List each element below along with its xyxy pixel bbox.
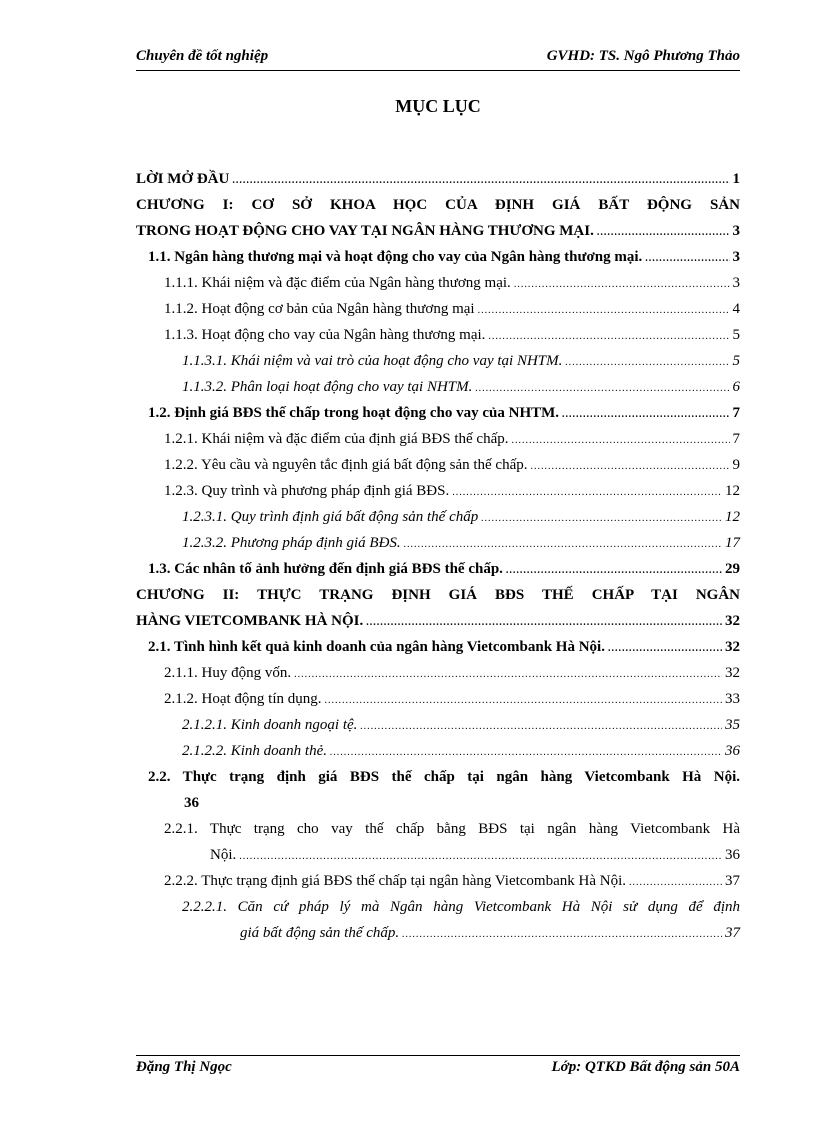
toc-entry[interactable]: CHƯƠNG II: THỰC TRẠNG ĐỊNH GIÁ BĐS THẾ CHẤP TẠI NGÂN HÀNG VIETCOMBANK HÀ NỘI. ..... 32 [136,582,740,634]
toc-entry[interactable]: 2.1. Tình hình kết quả kinh doanh của ngân hàng Vietcombank Hà Nội. ..... 32 [136,634,740,660]
footer-right: Lớp: QTKD Bất động sản 50A [551,1059,740,1075]
toc-entry[interactable]: 1.2.3.2. Phương pháp định giá BĐS. ..... 17 [136,530,740,556]
table-of-contents [136,166,740,946]
header-right: GVHD: TS. Ngô Phương Thảo [546,48,740,64]
page-footer [136,1055,740,1081]
toc-entry[interactable]: 1.1.1. Khái niệm và đặc điểm của Ngân hàng thương mại. ..... 3 [136,270,740,296]
toc-entry[interactable]: 2.2.2. Thực trạng định giá BĐS thế chấp tại ngân hàng Vietcombank Hà Nội. ..... 37 [136,868,740,894]
toc-entry[interactable]: 2.2.2.1. Căn cứ pháp lý mà Ngân hàng Vietcombank Hà Nội sử dụng để định giá bất động sản thế chấp. ..... 37 [136,894,740,946]
toc-entry[interactable]: 1.2.1. Khái niệm và đặc điểm của định giá BĐS thế chấp. ..... 7 [136,426,740,452]
footer-left: Đặng Thị Ngọc [136,1059,232,1075]
toc-entry[interactable]: 2.2.1. Thực trạng cho vay thế chấp bằng BĐS tại ngân hàng Vietcombank Hà Nội. ..... 36 [136,816,740,868]
toc-entry[interactable]: 1.1.3. Hoạt động cho vay của Ngân hàng thương mại. ..... 5 [136,322,740,348]
toc-entry[interactable]: 1.1. Ngân hàng thương mại và hoạt động cho vay của Ngân hàng thương mại. ..... 3 [136,244,740,270]
toc-entry[interactable]: 2.1.1. Huy động vốn. ..... 32 [136,660,740,686]
toc-entry[interactable]: 1.1.2. Hoạt động cơ bản của Ngân hàng thương mại ..... 4 [136,296,740,322]
toc-entry[interactable]: 2.1.2.1. Kinh doanh ngoại tệ. ..... 35 [136,712,740,738]
toc-entry[interactable]: 2.1.2.2. Kinh doanh thẻ. ..... 36 [136,738,740,764]
toc-entry[interactable]: CHƯƠNG I: CƠ SỞ KHOA HỌC CỦA ĐỊNH GIÁ BẤT ĐỘNG SẢN TRONG HOẠT ĐỘNG CHO VAY TẠI NGÂN HÀNG THƯƠNG MẠI. ..... 3 [136,192,740,244]
toc-entry[interactable]: 1.1.3.1. Khái niệm và vai trò của hoạt động cho vay tại NHTM. ..... 5 [136,348,740,374]
toc-entry[interactable]: 2.2. Thực trạng định giá BĐS thế chấp tại ngân hàng Vietcombank Hà Nội. 36 [148,769,740,811]
toc-entry[interactable]: 2.1.2. Hoạt động tín dụng. ..... 33 [136,686,740,712]
page-header [136,48,740,71]
page-title: MỤC LỤC [395,96,481,116]
toc-entry[interactable]: 1.2.3. Quy trình và phương pháp định giá BĐS. ..... 12 [136,478,740,504]
toc-entry[interactable]: 1.3. Các nhân tố ảnh hưởng đến định giá BĐS thế chấp. ..... 29 [136,556,740,582]
toc-entry[interactable]: 1.1.3.2. Phân loại hoạt động cho vay tại NHTM. ..... 6 [136,374,740,400]
header-left: Chuyên đề tốt nghiệp [136,48,269,64]
toc-entry[interactable]: 1.2.3.1. Quy trình định giá bất động sản thế chấp ..... 12 [136,504,740,530]
toc-entry[interactable]: 1.2. Định giá BĐS thế chấp trong hoạt động cho vay của NHTM. ..... 7 [136,400,740,426]
toc-entry[interactable]: LỜI MỞ ĐẦU ..... 1 [136,166,740,192]
toc-entry[interactable]: 1.2.2. Yêu cầu và nguyên tắc định giá bất động sản thế chấp. ..... 9 [136,452,740,478]
